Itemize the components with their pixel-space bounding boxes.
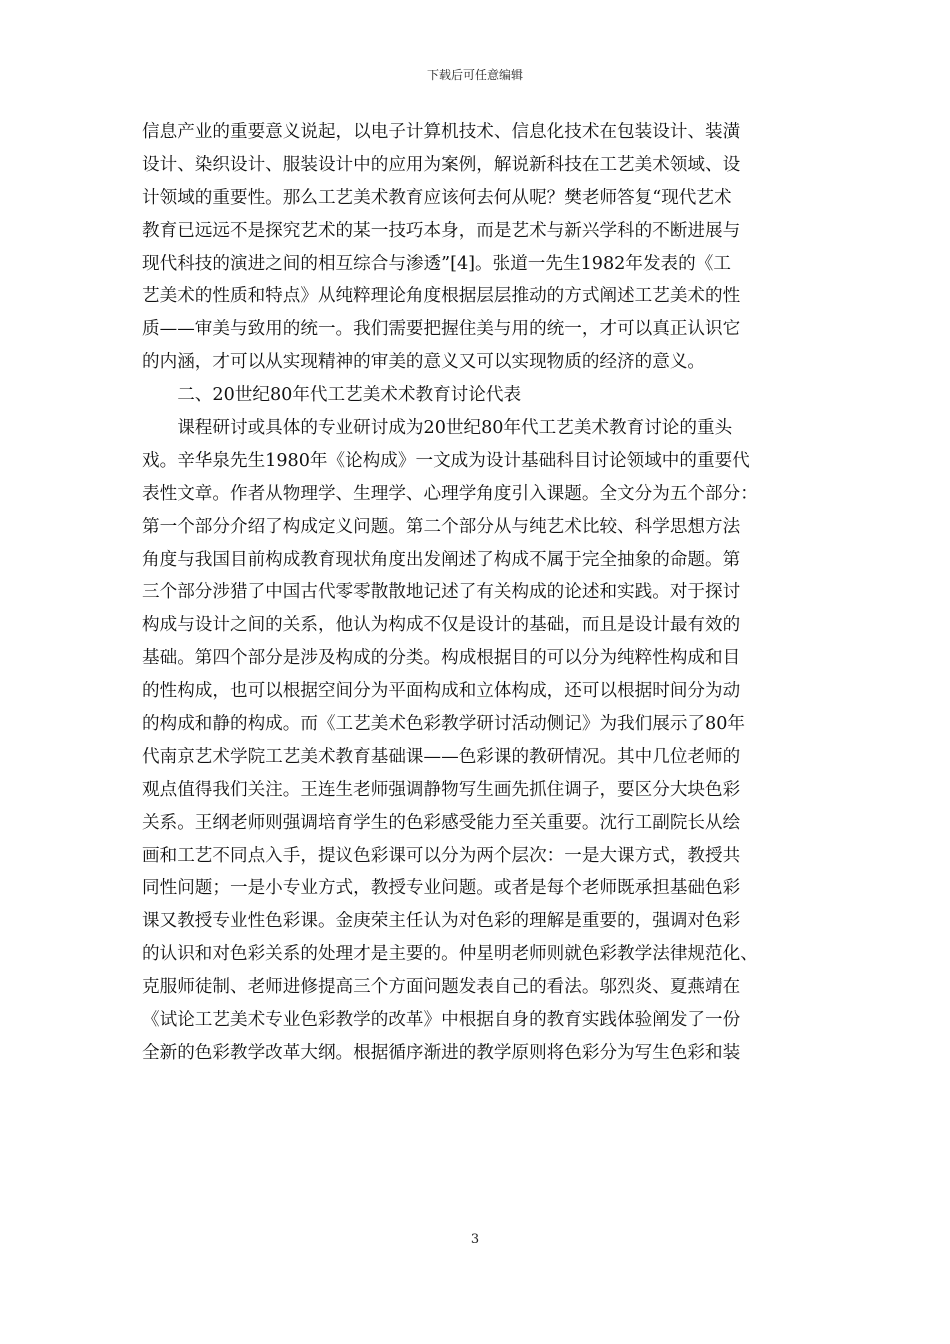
section-heading: 二、20世纪80年代工艺美术术教育讨论代表 bbox=[142, 385, 522, 406]
text-line: 计领域的重要性。那么工艺美术教育应该何去何从呢？樊老师答复“现代艺术 bbox=[142, 187, 732, 208]
text-line: 戏。辛华泉先生1980年《论构成》一文成为设计基础科目讨论领域中的重要代 bbox=[142, 450, 750, 471]
text-line: 角度与我国目前构成教育现状角度出发阐述了构成不属于完全抽象的命题。第 bbox=[142, 549, 741, 570]
text-line: 设计、染织设计、服装设计中的应用为案例，解说新科技在工艺美术领域、设 bbox=[142, 154, 741, 175]
text-line: 信息产业的重要意义说起，以电子计算机技术、信息化技术在包装设计、装潢 bbox=[142, 122, 741, 142]
text-line: 克服师徒制、老师进修提高三个方面问题发表自己的看法。邬烈炎、夏燕靖在 bbox=[142, 977, 741, 998]
text-line: 的认识和对色彩关系的处理才是主要的。仲星明老师则就色彩教学法律规范化、 bbox=[142, 944, 758, 965]
text-line: 质——审美与致用的统一。我们需要把握住美与用的统一，才可以真正认识它 bbox=[142, 319, 741, 340]
text-line: 画和工艺不同点入手，提议色彩课可以分为两个层次：一是大课方式，教授共 bbox=[142, 845, 741, 866]
page-number: 3 bbox=[470, 1232, 480, 1247]
text-line: 教育已远远不是探究艺术的某一技巧本身，而是艺术与新兴学科的不断进展与 bbox=[142, 220, 741, 241]
text-line: 《试论工艺美术专业色彩教学的改革》中根据自身的教育实践体验阐发了一份 bbox=[142, 1010, 741, 1031]
body-text bbox=[142, 116, 810, 1070]
text-line: 的内涵，才可以从实现精神的审美的意义又可以实现物质的经济的意义。 bbox=[142, 352, 706, 373]
text-line: 构成与设计之间的关系，他认为构成不仅是设计的基础，而且是设计最有效的 bbox=[142, 615, 741, 636]
text-line: 同性问题；一是小专业方式，教授专业问题。或者是每个老师既承担基础色彩 bbox=[142, 878, 741, 899]
text-line: 关系。王纲老师则强调培育学生的色彩感受能力至关重要。沈行工副院长从绘 bbox=[142, 812, 741, 833]
text-line: 课程研讨或具体的专业研讨成为20世纪80年代工艺美术教育讨论的重头 bbox=[142, 418, 733, 439]
text-line: 现代科技的演进之间的相互综合与渗透”[4]。张道一先生1982年发表的《工 bbox=[142, 253, 731, 274]
text-line: 三个部分涉猎了中国古代零零散散地记述了有关构成的论述和实践。对于探讨 bbox=[142, 582, 741, 603]
text-line: 的构成和静的构成。而《工艺美术色彩教学研讨活动侧记》为我们展示了80年 bbox=[142, 714, 745, 735]
text-line: 基础。第四个部分是涉及构成的分类。构成根据目的可以分为纯粹性构成和目 bbox=[142, 648, 741, 669]
page-header: 下载后可任意编辑 bbox=[426, 68, 523, 82]
text-line: 代南京艺术学院工艺美术教育基础课——色彩课的教研情况。其中几位老师的 bbox=[142, 746, 741, 767]
text-line: 全新的色彩教学改革大纲。根据循序渐进的教学原则将色彩分为写生色彩和装 bbox=[142, 1042, 741, 1063]
text-line: 艺美术的性质和特点》从纯粹理论角度根据层层推动的方式阐述工艺美术的性 bbox=[142, 286, 741, 307]
text-line: 的性构成，也可以根据空间分为平面构成和立体构成，还可以根据时间分为动 bbox=[142, 681, 741, 702]
text-line: 第一个部分介绍了构成定义问题。第二个部分从与纯艺术比较、科学思想方法 bbox=[142, 516, 741, 537]
text-line: 表性文章。作者从物理学、生理学、心理学角度引入课题。全文分为五个部分： bbox=[142, 483, 758, 504]
text-line: 课又教授专业性色彩课。金庚荣主任认为对色彩的理解是重要的，强调对色彩 bbox=[142, 911, 741, 932]
text-line: 观点值得我们关注。王连生老师强调静物写生画先抓住调子，要区分大块色彩 bbox=[142, 779, 741, 800]
